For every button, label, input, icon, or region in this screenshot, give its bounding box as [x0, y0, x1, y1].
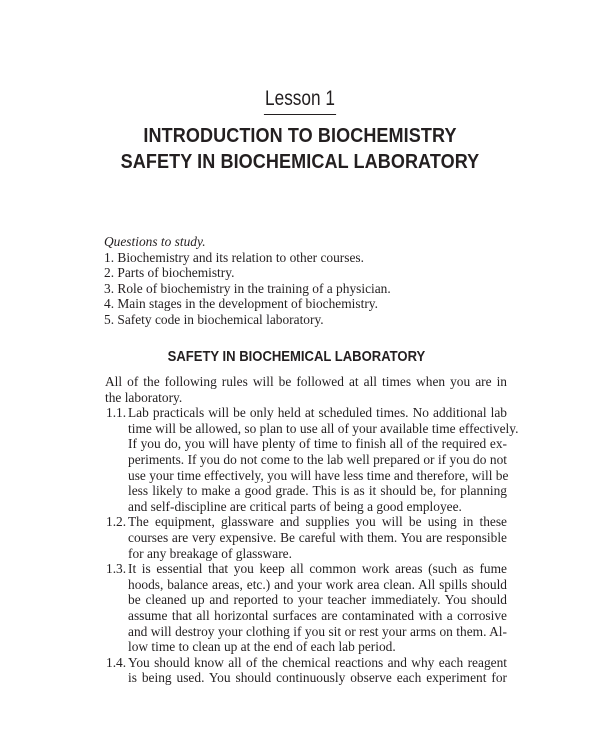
rule-line: less likely to make a good grade. This is as it should be, for planning	[128, 483, 507, 499]
intro-paragraph	[87, 374, 507, 405]
page-title	[36, 123, 564, 175]
rule-number: 1.4.	[106, 654, 127, 670]
question-item: 3. Role of biochemistry in the training of a physician.	[104, 280, 391, 296]
rule-line: You should know all of the chemical reactions and why each reagent	[128, 654, 507, 670]
rule-line: Lab practicals will be only held at scheduled times. No additional lab	[128, 405, 507, 421]
section-body	[87, 374, 519, 686]
intro-line: All of the following rules will be followed at all times when you are in	[105, 374, 507, 389]
title-line-1: INTRODUCTION TO BIOCHEMISTRY	[143, 124, 457, 147]
rule-line: It is essential that you keep all common work areas (such as fume	[128, 561, 507, 577]
rule-number: 1.1.	[106, 405, 127, 421]
rule-1-3	[87, 561, 507, 655]
question-item: 1. Biochemistry and its relation to other courses.	[104, 249, 364, 265]
rule-line: assume that all horizontal surfaces are contaminated with a corrosive	[128, 607, 507, 623]
rule-line: be cleaned up and reported to your teacher immediately. You should	[128, 592, 507, 608]
rule-line: The equipment, glassware and supplies you will be using in these	[128, 514, 507, 530]
rule-line: and will destroy your clothing if you sit or rest your arms on them. Al-	[128, 623, 507, 639]
rule-line: use your time effectively, you will have less time and therefore, will be	[128, 467, 509, 483]
questions-heading: Questions to study.	[104, 234, 206, 249]
rule-line: If you do, you will have plenty of time to finish all of the required ex-	[128, 436, 507, 452]
rule-line: time will be allowed, so plan to use all of your available time effectively.	[128, 420, 519, 436]
rule-line: low time to clean up at the end of each lab period.	[128, 639, 396, 655]
rule-line: hoods, balance areas, etc.) and your work area clean. All spills should	[128, 576, 507, 592]
rule-1-4	[87, 655, 507, 686]
rule-number: 1.2.	[106, 514, 127, 530]
rule-line: is being used. You should continuously observe each experiment for	[128, 670, 507, 686]
lesson-label	[54, 86, 546, 115]
rule-number: 1.3.	[106, 561, 127, 577]
question-item: 4. Main stages in the development of biochemistry.	[104, 296, 378, 312]
rule-line: and self-discipline are critical parts of being a good employee.	[128, 498, 462, 514]
rule-line: for any breakage of glassware.	[128, 545, 292, 561]
rule-1-1	[87, 405, 519, 514]
rule-line: courses are very expensive. Be careful with them. You are responsible	[128, 529, 507, 545]
question-item: 5. Safety code in biochemical laboratory.	[104, 311, 324, 327]
intro-line: the laboratory.	[105, 389, 183, 405]
rule-1-2	[87, 514, 507, 561]
section-heading: SAFETY IN BIOCHEMICAL LABORATORY	[167, 348, 426, 365]
questions-to-study	[104, 234, 524, 328]
lesson-label-text: Lesson 1	[264, 86, 336, 115]
rule-line: periments. If you do not come to the lab well prepared or if you do not	[128, 451, 507, 467]
title-line-2: SAFETY IN BIOCHEMICAL LABORATORY	[120, 150, 480, 173]
question-item: 2. Parts of biochemistry.	[104, 265, 235, 281]
